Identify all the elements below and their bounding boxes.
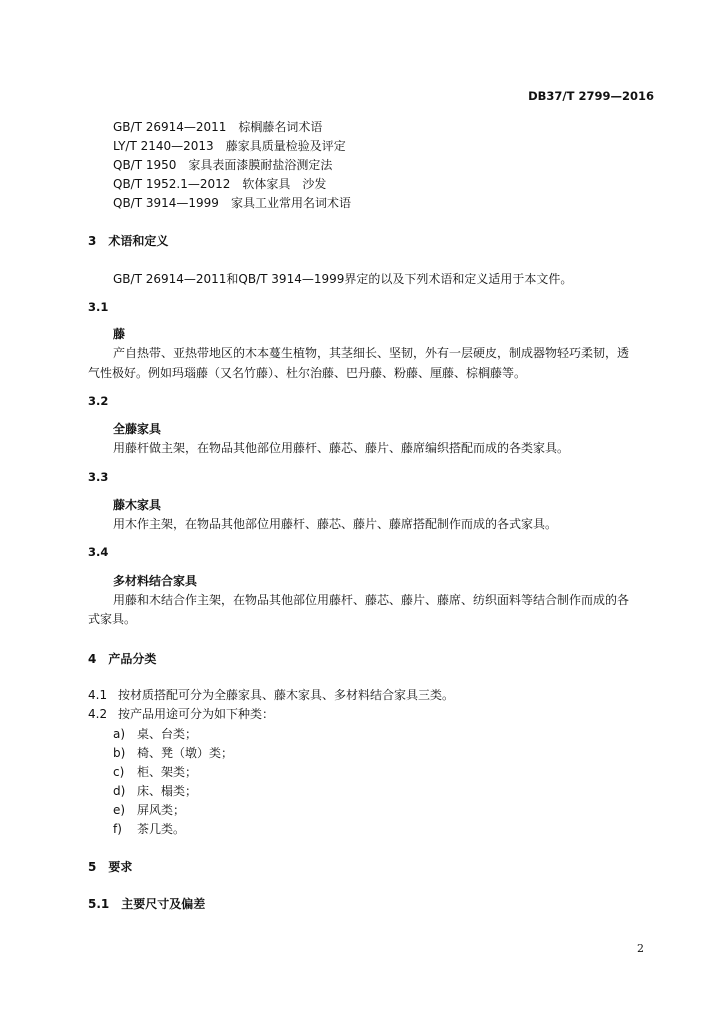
section-heading: 5 要求 (88, 860, 133, 874)
clause-text: 按材质搭配可分为全藤家具、藤木家具、多材料结合家具三类。 (118, 688, 455, 702)
list-marker: c) (113, 765, 125, 779)
term-definition: 产自热带、亚热带地区的木本蔓生植物，其茎细长、坚韧，外有一层硬皮，制成器物轻巧柔韧，透 (113, 346, 630, 360)
section-intro: GB/T 26914—2011和QB/T 3914—1999界定的以及下列术语和定义适用于本文件。 (113, 272, 573, 286)
document-code: DB37/T 2799—2016 (528, 89, 654, 103)
reference-item: QB/T 1950 家具表面漆膜耐盐浴测定法 (113, 158, 333, 172)
term-definition: 气性极好。例如玛瑙藤（又名竹藤）、杜尔治藤、巴丹藤、粉藤、厘藤、棕榈藤等。 (88, 366, 527, 380)
clause-number: 4.1 (88, 688, 108, 702)
list-marker: f) (113, 822, 122, 836)
term-title: 全藤家具 (113, 422, 162, 436)
section-heading: 4 产品分类 (88, 652, 157, 666)
term-title: 多材料结合家具 (113, 574, 198, 588)
term-definition: 用木作主架，在物品其他部位用藤杆、藤芯、藤片、藤席搭配制作而成的各式家具。 (113, 517, 558, 531)
list-item (113, 782, 233, 801)
list-item (113, 763, 233, 782)
term-title: 藤 (113, 327, 126, 341)
term-definition: 用藤和木结合作主架，在物品其他部位用藤杆、藤芯、藤片、藤席、纺织面料等结合制作而成的各 (113, 593, 630, 607)
clause-number: 4.2 (88, 707, 108, 721)
term-number: 3.3 (88, 470, 109, 484)
term-title: 藤木家具 (113, 498, 162, 512)
list-item (113, 820, 233, 839)
reference-item: LY/T 2140—2013 藤家具质量检验及评定 (113, 139, 346, 153)
term-definition: 用藤杆做主架，在物品其他部位用藤杆、藤芯、藤片、藤席编织搭配而成的各类家具。 (113, 441, 570, 455)
list-text: 茶几类。 (137, 822, 186, 836)
page-number: 2 (637, 942, 644, 955)
list-marker: b) (113, 746, 126, 760)
list-marker: a) (113, 727, 126, 741)
term-definition: 式家具。 (88, 612, 137, 626)
clause-text: 按产品用途可分为如下种类： (118, 707, 275, 721)
term-number: 3.4 (88, 545, 109, 559)
list-text: 床、榻类； (137, 784, 198, 798)
reference-item: GB/T 26914—2011 棕榈藤名词术语 (113, 120, 323, 134)
reference-item: QB/T 3914—1999 家具工业常用名词术语 (113, 196, 351, 210)
reference-item: QB/T 1952.1—2012 软体家具 沙发 (113, 177, 327, 191)
category-list (113, 725, 233, 839)
section-heading: 3 术语和定义 (88, 234, 169, 248)
list-item (113, 725, 233, 744)
term-number: 3.1 (88, 300, 109, 314)
term-number: 3.2 (88, 394, 109, 408)
list-text: 柜、架类； (137, 765, 198, 779)
list-text: 屏风类； (137, 803, 186, 817)
sub-section-heading: 5.1 主要尺寸及偏差 (88, 897, 206, 911)
list-item (113, 801, 233, 820)
reference-list (113, 118, 351, 213)
list-marker: d) (113, 784, 126, 798)
list-marker: e) (113, 803, 126, 817)
list-text: 桌、台类； (137, 727, 198, 741)
list-text: 椅、凳（墩）类； (137, 746, 234, 760)
list-item (113, 744, 233, 763)
